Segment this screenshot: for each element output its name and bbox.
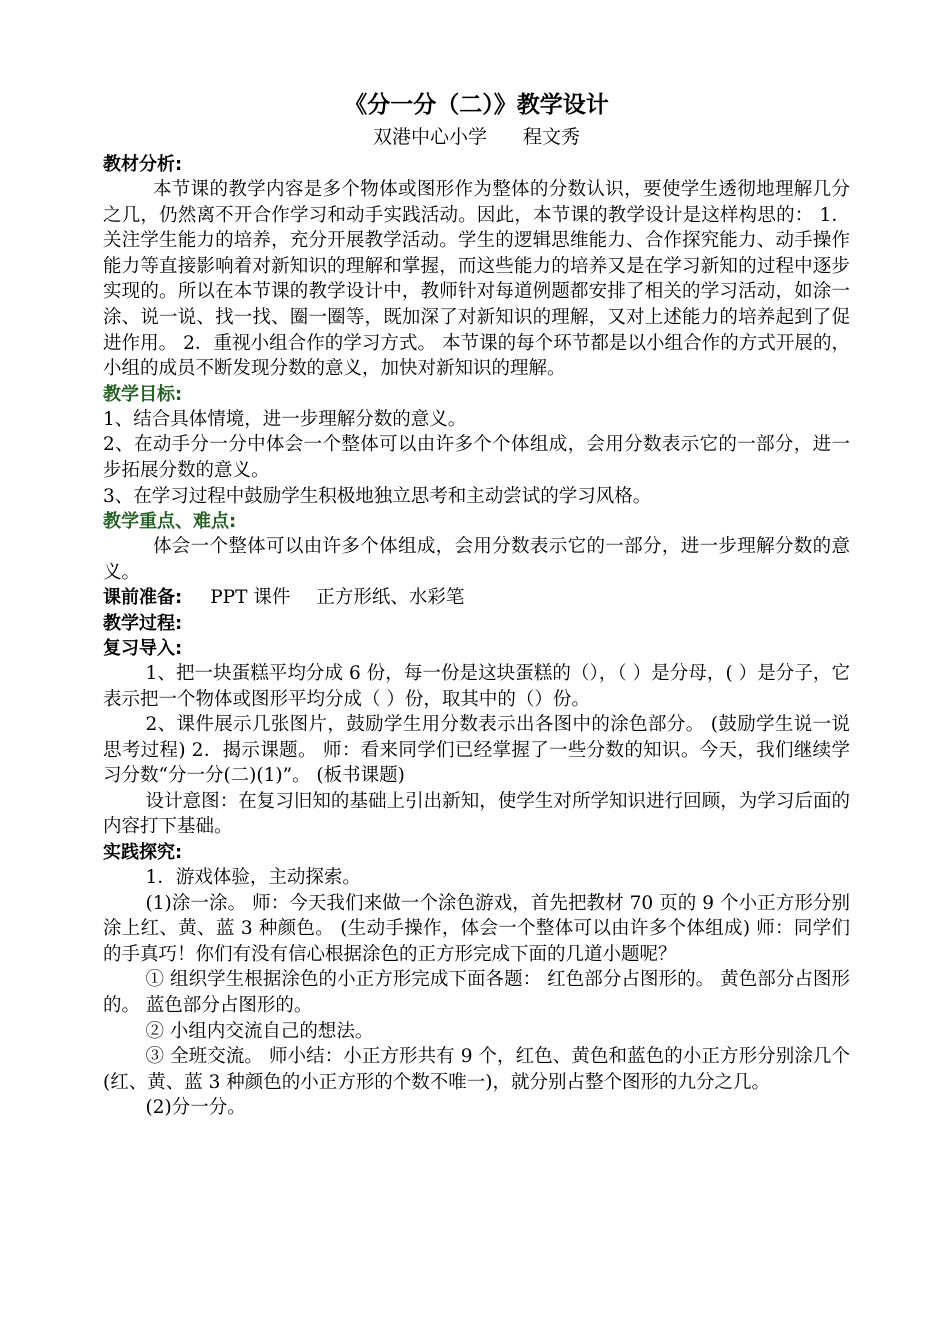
- analysis-heading: 教材分析:: [103, 154, 183, 175]
- author-school: 双港中心小学: [372, 126, 487, 148]
- review-paragraph-1: 1、把一块蛋糕平均分成 6 份，每一份是这块蛋糕的（），（ ）是分母，( ）是分子，它表示把一个物体或图形平均分成（ ）份，取其中的（）份。: [103, 662, 850, 710]
- practice-paragraph-4: ② 小组内交流自己的想法。: [145, 1020, 374, 1042]
- preparation-item-materials: 正方形纸、水彩笔: [316, 587, 465, 609]
- review-paragraph-2: 2、课件展示几张图片，鼓励学生用分数表示出各图中的涂色部分。 (鼓励学生说一说思考过程) 2．揭示课题。 师：看来同学们已经掌握了一些分数的知识。今天，我们继续学习分数“分一分(二)(1)”。 (板书课题): [103, 714, 850, 787]
- review-paragraph-3: 设计意图：在复习旧知的基础上引出新知，使学生对所学知识进行回顾，为学习后面的内容打下基础。: [103, 790, 850, 838]
- keypoints-paragraph: 体会一个整体可以由许多个体组成，会用分数表示它的一部分，进一步理解分数的意义。: [103, 536, 850, 583]
- author-line: [103, 122, 850, 152]
- practice-paragraph-1: 1．游戏体验，主动探索。: [145, 867, 361, 889]
- preparation-item-ppt: PPT 课件: [210, 587, 291, 609]
- practice-paragraph-6: (2)分一分。: [145, 1097, 246, 1119]
- goal-item-3: 3、在学习过程中鼓励学生积极地独立思考和主动尝试的学习风格。: [103, 485, 652, 507]
- keypoints-heading: 教学重点、难点:: [103, 511, 237, 533]
- process-heading: 教学过程:: [103, 612, 183, 634]
- preparation-label: 课前准备:: [103, 587, 183, 609]
- review-heading: 复习导入:: [103, 637, 183, 659]
- goal-item-1: 1、结合具体情境，进一步理解分数的意义。: [103, 408, 467, 430]
- author-name: 程文秀: [523, 126, 581, 148]
- goals-heading: 教学目标:: [103, 383, 183, 405]
- practice-paragraph-2: (1)涂一涂。 师：今天我们来做一个涂色游戏，首先把教材 70 页的 9 个小正方形分别涂上红、黄、蓝 3 种颜色。 (生动手操作，体会一个整体可以由许多个体组成) 师：同学们的手真巧！你们有没有信心根据涂色的正方形完成下面的几道小题呢？: [103, 892, 850, 965]
- analysis-paragraph: 本节课的教学内容是多个物体或图形作为整体的分数认识，要使学生透彻地理解几分之几，仍然离不开合作学习和动手实践活动。因此，本节课的教学设计是这样构思的： 1．关注学生能力的培养，充分开展教学活动。学生的逻辑思维能力、合作探究能力、动手操作能力等直接影响着对新知识的理解和掌握，而这些能力的培养又是在学习新知的过程中逐步实现的。所以在本节课的教学设计中，教师针对每道例题都安排了相关的学习活动，如涂一涂、说一说、找一找、圈一圈等，既加深了对新知识的理解，又对上述能力的培养起到了促进作用。 2．重视小组合作的学习方式。 本节课的每个环节都是以小组合作的方式开展的，小组的成员不断发现分数的意义，加快对新知识的理解。: [103, 179, 850, 380]
- goal-item-2: 2、在动手分一分中体会一个整体可以由许多个个体组成，会用分数表示它的一部分，进一步拓展分数的意义。: [103, 434, 850, 481]
- preparation-line: [103, 585, 850, 611]
- practice-paragraph-3: ① 组织学生根据涂色的小正方形完成下面各题： 红色部分占图形的。 黄色部分占图形的。 蓝色部分占图形的。: [103, 969, 850, 1017]
- practice-heading: 实践探究:: [103, 842, 183, 864]
- document-title: 《分一分（二）》教学设计: [344, 92, 609, 118]
- practice-paragraph-5: ③ 全班交流。 师小结：小正方形共有 9 个，红色、黄色和蓝色的小正方形分别涂几个(红、黄、蓝 3 种颜色的小正方形的个数不唯一)，就分别占整个图形的九分之几。: [103, 1046, 850, 1093]
